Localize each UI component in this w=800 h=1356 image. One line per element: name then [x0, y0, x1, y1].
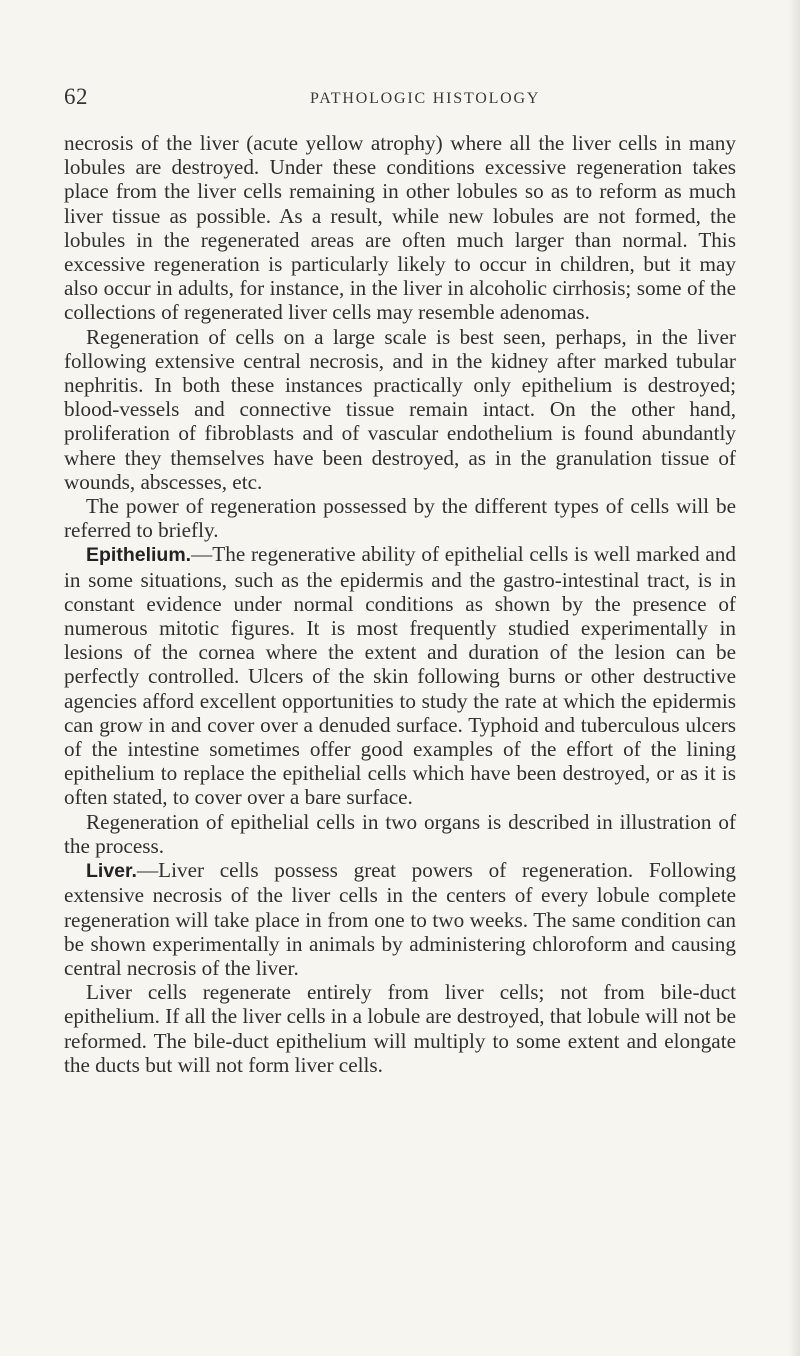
page-number: 62: [64, 84, 88, 109]
paragraph-liver-necrosis-continued: necrosis of the liver (acute yellow atrophy) where all the liver cells in many lobules are destroyed. Under these conditions excessive regeneration takes place from the liver cells remaining in other lobules so as to reform as much liver tissue as possible. As a result, while new lobules are not formed, the lobules in the regenerated areas are often much larger than normal. This excessive regeneration is particularly likely to occur in children, but it may also occur in adults, for instance, in the liver in alcoholic cirrhosis; some of the collections of regenerated liver cells may resemble adenomas.: [64, 131, 736, 325]
section-heading-liver: Liver.: [86, 860, 137, 883]
body-text: [64, 131, 736, 1077]
paragraph-liver-cells-regenerate: Liver cells regenerate entirely from liver cells; not from bile-duct epithelium. If all the liver cells in a lobule are destroyed, that lobule will not be reformed. The bile-duct epithelium will multiply to some extent and elongate the ducts but will not form liver cells.: [64, 980, 736, 1077]
paragraph-epithelium: [64, 542, 736, 809]
paragraph-regeneration-large-scale: Regeneration of cells on a large scale is best seen, perhaps, in the liver following extensive central necrosis, and in the kidney after marked tubular nephritis. In both these instances practically only epithelium is destroyed; blood-vessels and connective tissue remain intact. On the other hand, proliferation of fibroblasts and of vascular endothelium is found abundantly where they themselves have been destroyed, as in the granulation tissue of wounds, abscesses, etc.: [64, 324, 736, 494]
paragraph-power-of-regeneration: The power of regeneration possessed by the different types of cells will be referred to briefly.: [64, 494, 736, 543]
running-title: PATHOLOGIC HISTOLOGY: [310, 90, 541, 107]
page-header: [64, 84, 736, 114]
section-heading-epithelium: Epithelium.: [86, 544, 192, 567]
page-edge-shadow: [788, 0, 800, 1356]
paragraph-liver-text: —Liver cells possess great powers of regeneration. Following extensive necrosis of the liver cells in the centers of every lobule complete regeneration will take place in from one to two weeks. The same condition can be shown experimentally in animals by administering chloroform and causing central necrosis of the liver.: [64, 858, 736, 980]
paragraph-liver: [64, 858, 736, 980]
paragraph-two-organs: Regeneration of epithelial cells in two organs is described in illustration of the process.: [64, 809, 736, 858]
paragraph-epithelium-text: —The regenerative ability of epithelial cells is well marked and in some situations, such as the epidermis and the gastro-intestinal tract, is in constant evidence under normal conditions as shown by the presence of numerous mitotic figures. It is most frequently studied experimentally in lesions of the cornea where the extent and duration of the lesion can be perfectly controlled. Ulcers of the skin following burns or other destructive agencies afford excellent opportunities to study the rate at which the epidermis can grow in and cover over a denuded surface. Typhoid and tuberculous ulcers of the intestine sometimes offer good examples of the effort of the lining epithelium to replace the epithelial cells which have been destroyed, or as it is often stated, to cover over a bare surface.: [64, 542, 736, 810]
